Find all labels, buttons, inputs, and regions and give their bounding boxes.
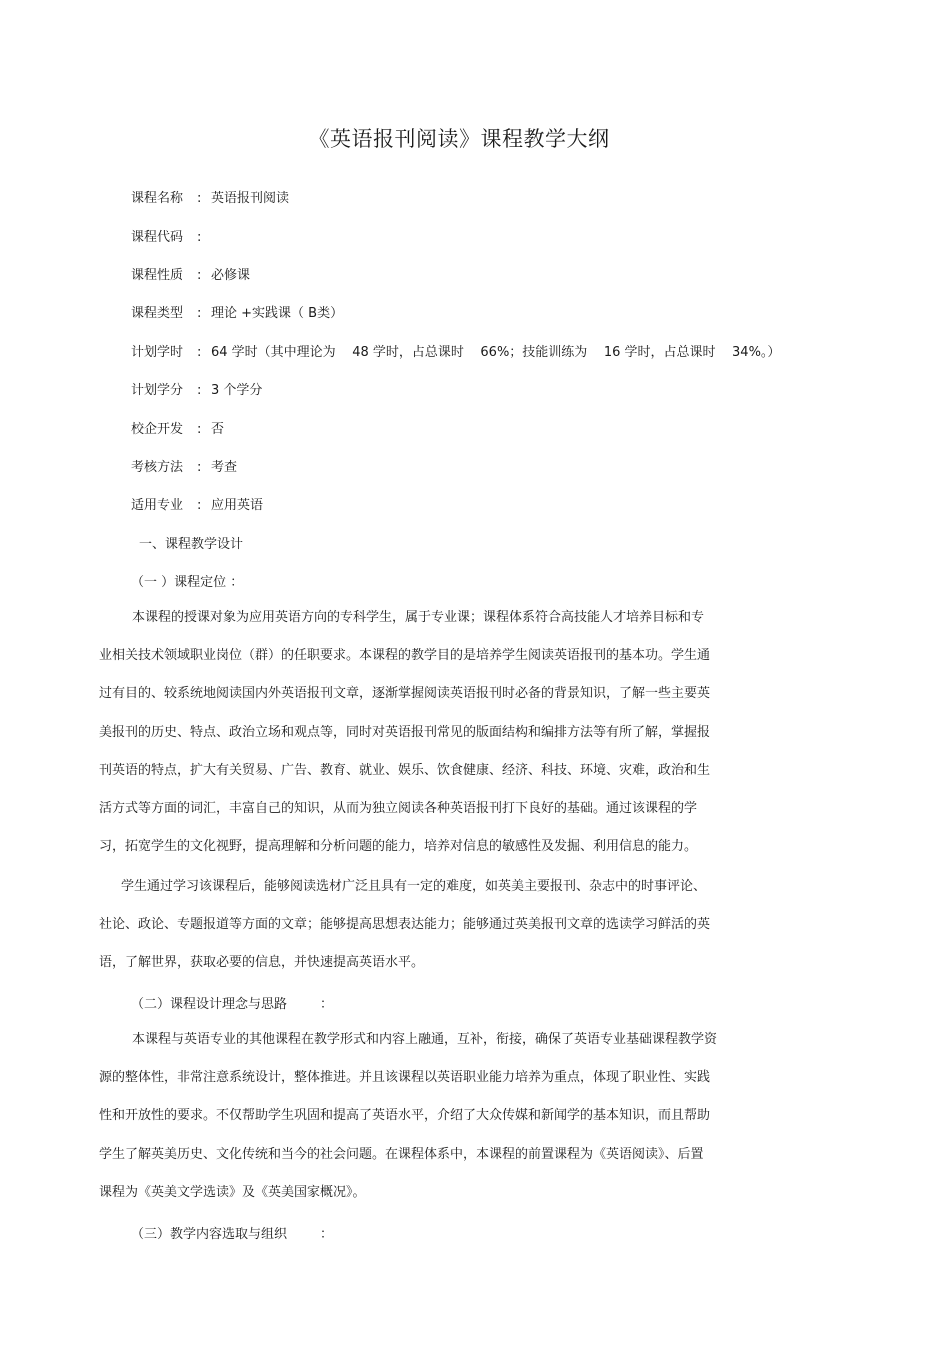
paragraph-learning-outcomes [99,868,759,983]
field-label: 计划学分 [131,383,184,398]
paragraph-line: 过有目的、较系统地阅读国内外英语报刊文章，逐渐掌握阅读英语报刊时必备的背景知识，了解一些主要英 [99,686,711,702]
field-value: 3 个学分 [211,383,263,398]
field-value: 英语报刊阅读 [211,191,290,206]
subsection-heading-positioning: （一 ）课程定位 ： [131,575,244,590]
paragraph-line: 学生了解英美历史、文化传统和当今的社会问题。在课程体系中，本课程的前置课程为《英语阅读》、后置 [99,1146,704,1162]
paragraph-line: 美报刊的历史、特点、政治立场和观点等，同时对英语报刊常见的版面结构和编排方法等有所了解，掌握报 [99,724,711,740]
field-label: 课程代码 [131,230,184,245]
field-colon: : [197,422,202,437]
field-course-type [131,302,343,321]
field-label: 课程类型 [131,306,184,321]
field-colon: : [197,230,202,245]
paragraph-line: 习，拓宽学生的文化视野，提高理解和分析问题的能力，培养对信息的敏感性及发掘、利用信息的能力。 [99,839,698,855]
section-heading-1: 一、课程教学设计 [139,537,244,552]
field-colon: : [197,306,202,321]
field-course-nature [131,264,250,283]
paragraph-line: 性和开放性的要求。不仅帮助学生巩固和提高了英语水平，介绍了大众传媒和新闻学的基本知识，而且帮助 [99,1108,711,1124]
field-course-name [131,187,289,206]
paragraph-line: 语，了解世界，获取必要的信息，并快速提高英语水平。 [99,955,425,971]
field-label: 计划学时 [131,345,184,360]
field-value: 应用英语 [211,498,264,513]
paragraph-course-positioning [99,599,759,866]
paragraph-line: 源的整体性，非常注意系统设计，整体推进。并且该课程以英语职业能力培养为重点，体现了职业性、实践 [99,1070,711,1086]
field-colon: : [197,191,202,206]
field-colon: : [197,460,202,475]
paragraph-line: 本课程与英语专业的其他课程在教学形式和内容上融通，互补，衔接，确保了英语专业基础课程教学资 [132,1032,718,1047]
field-value: 理论 +实践课（ B类） [211,306,344,321]
field-value: 否 [211,422,225,437]
paragraph-line: 课程为《英美文学选读》及《英美国家概况》。 [99,1184,366,1200]
field-colon: : [197,383,202,398]
field-label: 课程名称 [131,191,184,206]
paragraph-line: 活方式等方面的词汇，丰富自己的知识，从而为独立阅读各种英语报刊打下良好的基础。通过该课程的学 [99,800,698,816]
paragraph-line: 刊英语的特点，扩大有关贸易、广告、教育、就业、娱乐、饮食健康、经济、科技、环境、灾难，政治和生 [99,762,711,778]
paragraph-design-philosophy [99,1021,759,1212]
paragraph-line: 学生通过学习该课程后，能够阅读选材广泛且具有一定的难度，如英美主要报刊、杂志中的时事评论、 [121,879,707,894]
field-school-enterprise [131,418,224,437]
page-title: 《英语报刊阅读》课程教学大纲 [308,127,610,151]
field-label: 课程性质 [131,268,184,283]
field-planned-credits [131,379,262,398]
field-label: 考核方法 [131,460,184,475]
paragraph-line: 社论、政论、专题报道等方面的文章；能够提高思想表达能力；能够通过英美报刊文章的选读学习鲜活的英 [99,917,711,933]
subsection-heading-design: （二）课程设计理念与思路 ： [131,997,334,1012]
field-colon: : [197,268,202,283]
field-colon: : [197,498,202,513]
field-major [131,494,263,513]
paragraph-line: 业相关技术领域职业岗位（群）的任职要求。本课程的教学目的是培养学生阅读英语报刊的基本功。学生通 [99,648,711,664]
field-assessment [131,456,237,475]
field-planned-hours [131,341,780,360]
field-label: 适用专业 [131,498,184,513]
field-value: 考查 [211,460,238,475]
field-colon: : [197,345,202,360]
field-value: 必修课 [211,268,251,283]
paragraph-line: 本课程的授课对象为应用英语方向的专科学生，属于专业课；课程体系符合高技能人才培养目标和专 [132,610,705,625]
field-course-code [131,226,211,245]
subsection-heading-content: （三）教学内容选取与组织 ： [131,1227,334,1242]
field-label: 校企开发 [131,422,184,437]
field-value: 64 学时（其中理论为 48 学时，占总课时 66%；技能训练为 16 学时，占总课时 34%。） [211,345,781,360]
